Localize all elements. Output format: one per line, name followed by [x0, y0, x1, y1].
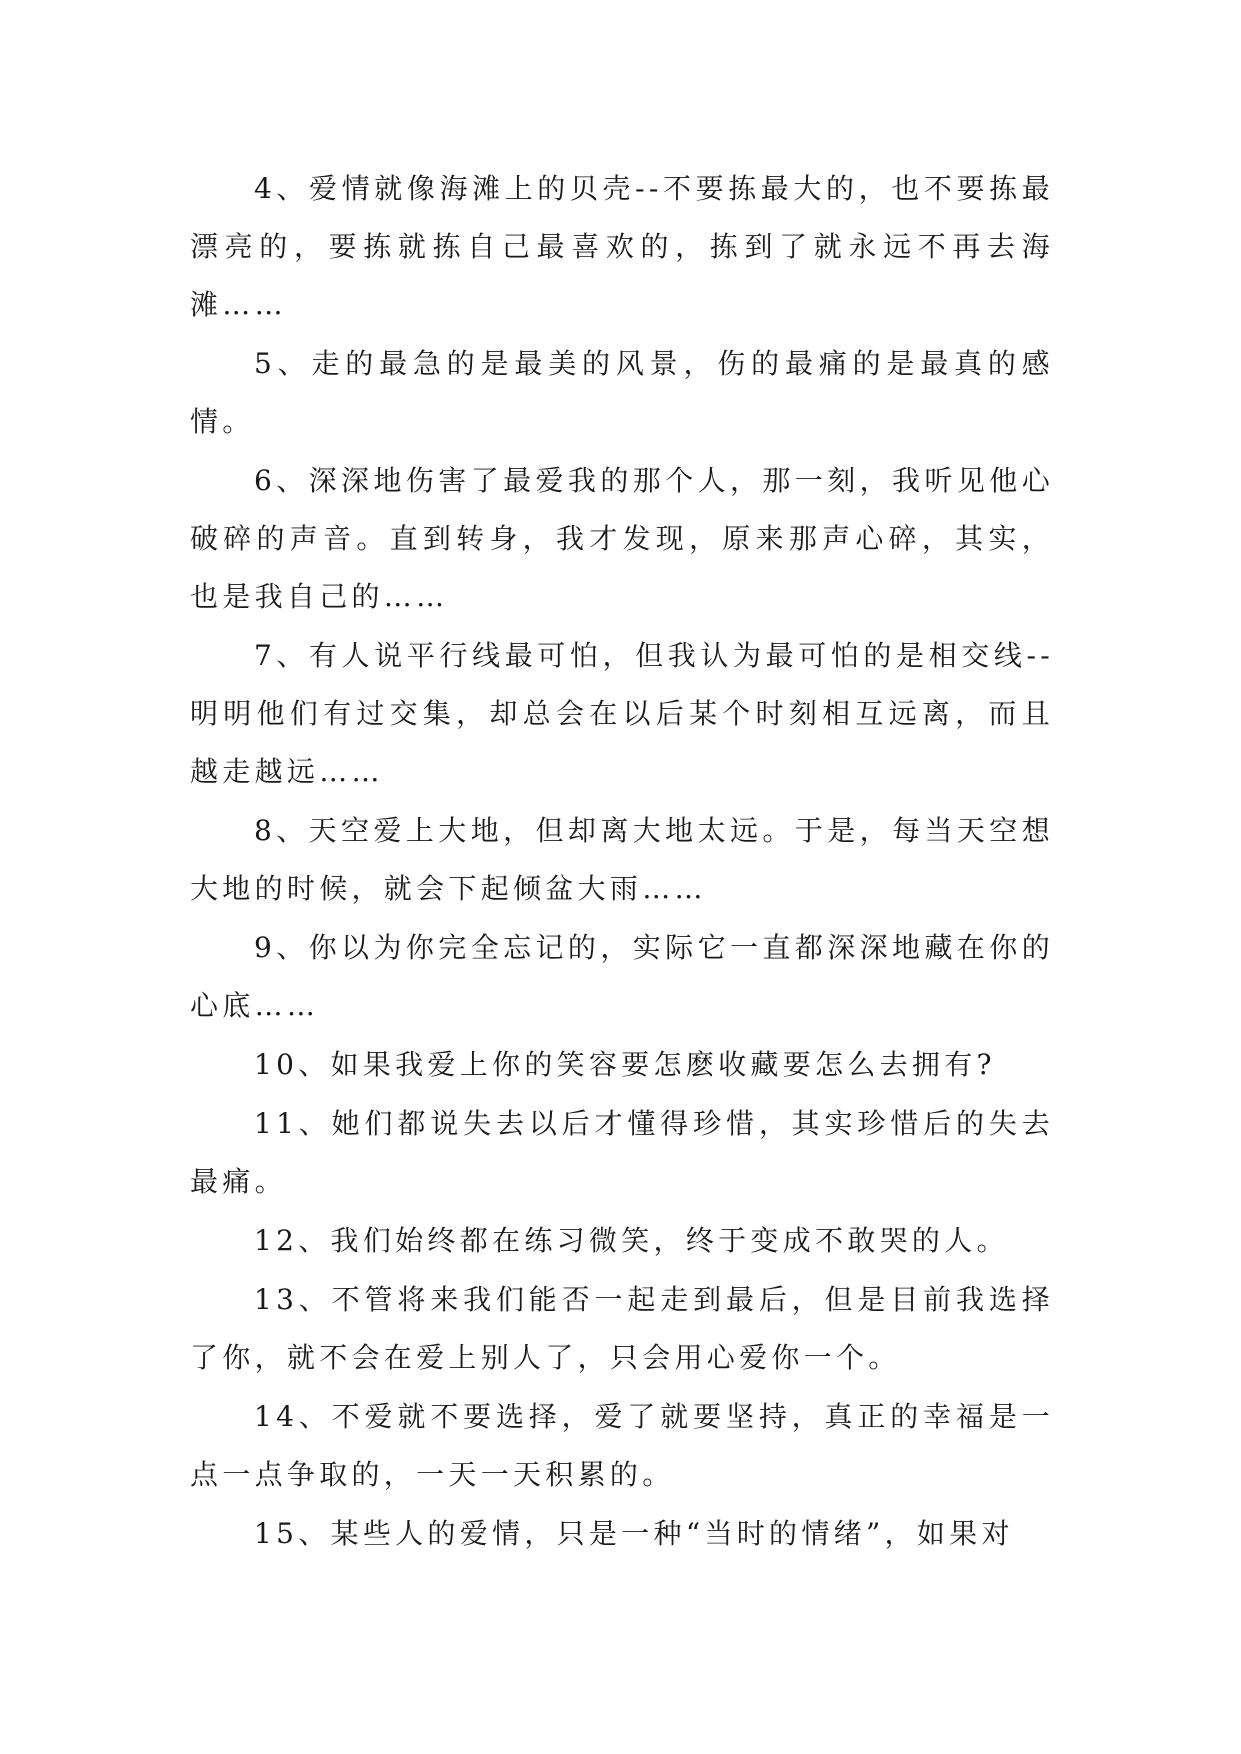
- paragraph-7: 7、有人说平行线最可怕，但我认为最可怕的是相交线--明明他们有过交集，却总会在以后某个时刻相互远离，而且越走越远……: [190, 639, 1054, 788]
- paragraph-5: 5、走的最急的是最美的风景，伤的最痛的是最真的感情。: [190, 347, 1054, 438]
- paragraph-8: 8、天空爱上大地，但却离大地太远。于是，每当天空想大地的时候，就会下起倾盆大雨……: [190, 814, 1054, 905]
- paragraph-15: 15、某些人的爱情，只是一种“当时的情绪”，如果对: [254, 1517, 1014, 1550]
- paragraph-9: 9、你以为你完全忘记的，实际它一直都深深地藏在你的心底……: [190, 931, 1054, 1022]
- paragraph-4: 4、爱情就像海滩上的贝壳--不要拣最大的，也不要拣最漂亮的，要拣就拣自己最喜欢的，拣到了就永远不再去海滩……: [190, 172, 1054, 321]
- document-body: [190, 160, 1054, 1564]
- paragraph-11: 11、她们都说失去以后才懂得珍惜，其实珍惜后的失去最痛。: [190, 1107, 1054, 1198]
- paragraph-10: 10、如果我爱上你的笑容要怎麽收藏要怎么去拥有?: [254, 1048, 996, 1081]
- paragraph-13: 13、不管将来我们能否一起走到最后，但是目前我选择了你，就不会在爱上别人了，只会用心爱你一个。: [190, 1283, 1054, 1374]
- paragraph-6: 6、深深地伤害了最爱我的那个人，那一刻，我听见他心破碎的声音。直到转身，我才发现，原来那声心碎，其实，也是我自己的……: [190, 464, 1054, 613]
- paragraph-14: 14、不爱就不要选择，爱了就要坚持，真正的幸福是一点一点争取的，一天一天积累的。: [190, 1400, 1054, 1491]
- paragraph-12: 12、我们始终都在练习微笑，终于变成不敢哭的人。: [254, 1224, 1009, 1257]
